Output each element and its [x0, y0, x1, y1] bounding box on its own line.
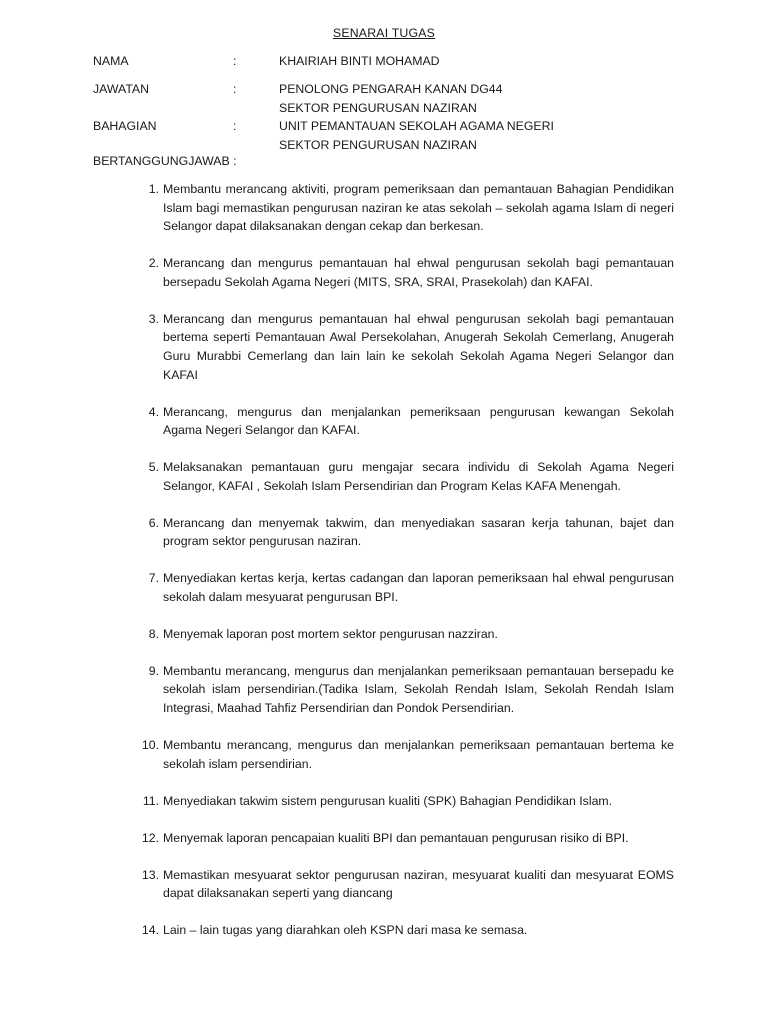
duty-number: 8.: [148, 626, 159, 641]
duty-number: 14.: [141, 923, 159, 938]
responsibility-label: BERTANGGUNGJAWAB :: [93, 154, 237, 168]
duty-number: 2.: [148, 256, 159, 271]
duty-item: [137, 625, 674, 644]
duty-list: [137, 180, 674, 958]
duty-number: 9.: [148, 663, 159, 678]
field-value-line: UNIT PEMANTAUAN SEKOLAH AGAMA NEGERI: [279, 119, 554, 133]
duty-number: 3.: [148, 311, 159, 326]
duty-text: Membantu merancang, mengurus dan menjalankan pemeriksaan pemantauan bersepadu ke sekolah islam persendirian.(Tadika Islam, Sekolah Rendah Islam, Sekolah Rendah Islam Integrasi, Maahad Tahfiz Persendirian dan Pondok Persendirian.: [163, 663, 674, 715]
duty-text: Lain – lain tugas yang diarahkan oleh KSPN dari masa ke semasa.: [163, 923, 528, 938]
document-title: SENARAI TUGAS: [332, 26, 436, 40]
duty-item: [137, 662, 674, 718]
field-value-line: PENOLONG PENGARAH KANAN DG44: [279, 82, 503, 96]
field-value-line: KHAIRIAH BINTI MOHAMAD: [279, 54, 440, 68]
duty-text: Menyediakan kertas kerja, kertas cadangan dan laporan pemeriksaan hal ehwal pengurusan sekolah dalam mesyuarat pengurusan BPI.: [163, 571, 674, 604]
duty-item: [137, 829, 674, 848]
duty-item: [137, 403, 674, 440]
field-value-line: SEKTOR PENGURUSAN NAZIRAN: [279, 100, 477, 115]
duty-text: Merancang dan menyemak takwim, dan menyediakan sasaran kerja tahunan, bajet dan program sektor pengurusan naziran.: [163, 515, 674, 549]
field-value: [279, 52, 440, 71]
field-label: BAHAGIAN: [93, 119, 157, 133]
duty-number: 7.: [148, 571, 159, 586]
duty-text: Merancang dan mengurus pemantauan hal ehwal pengurusan sekolah bagi pemantauan bertema seperti Pemantauan Awal Persekolahan, Anugerah Sekolah Cemerlang, Anugerah Guru Murabbi Cemerlang dan lain lain ke sekolah Sekolah Agama Negeri Selangor dan KAFAI: [163, 311, 674, 382]
duty-item: [137, 514, 674, 551]
field-value-line: SEKTOR PENGURUSAN NAZIRAN: [279, 137, 477, 152]
duty-item: [137, 458, 674, 495]
field-colon: :: [233, 82, 237, 96]
duty-text: Merancang, mengurus dan menjalankan pemeriksaan pengurusan kewangan Sekolah Agama Negeri Selangor dan KAFAI.: [163, 404, 674, 438]
duty-number: 6.: [148, 515, 159, 530]
duty-number: 4.: [148, 404, 159, 419]
duty-item: [137, 310, 674, 384]
duty-text: Membantu merancang, mengurus dan menjalankan pemeriksaan pemantauan bertema ke sekolah islam persendirian.: [163, 737, 674, 771]
duty-number: 11.: [142, 793, 159, 808]
duty-item: [137, 254, 674, 291]
duty-item: [137, 921, 674, 940]
duty-number: 13.: [141, 867, 159, 882]
field-colon: :: [233, 119, 237, 133]
duty-item: [137, 866, 674, 903]
field-colon: :: [233, 54, 237, 68]
duty-number: 10.: [141, 737, 159, 752]
duty-text: Menyemak laporan post mortem sektor pengurusan nazziran.: [163, 626, 498, 641]
duty-number: 1.: [148, 182, 159, 196]
duty-number: 5.: [148, 460, 159, 475]
duty-text: Membantu merancang aktiviti, program pemeriksaan dan pemantauan Bahagian Pendidikan Islam bagi memastikan pengurusan naziran ke atas sekolah – sekolah agama Islam di negeri Selangor dapat dilaksanakan dengan cekap dan berkesan.: [163, 182, 674, 234]
duty-item: [137, 180, 674, 236]
duty-item: [137, 736, 674, 773]
field-value: [279, 80, 502, 117]
field-label: NAMA: [93, 54, 129, 68]
duty-text: Merancang dan mengurus pemantauan hal ehwal pengurusan sekolah bagi pemantauan bersepadu Sekolah Agama Negeri (MITS, SRA, SRAI, Prasekolah) dan KAFAI.: [163, 256, 674, 289]
duty-text: Menyediakan takwim sistem pengurusan kualiti (SPK) Bahagian Pendidikan Islam.: [163, 793, 613, 808]
duty-number: 12.: [141, 830, 159, 845]
duty-text: Menyemak laporan pencapaian kualiti BPI dan pemantauan pengurusan risiko di BPI.: [163, 830, 629, 845]
field-label: JAWATAN: [93, 82, 150, 96]
duty-item: [137, 569, 674, 606]
field-value: [279, 117, 554, 154]
duty-item: [137, 792, 674, 811]
duty-text: Melaksanakan pemantauan guru mengajar secara individu di Sekolah Agama Negeri Selangor, KAFAI , Sekolah Islam Persendirian dan Program Kelas KAFA Menengah.: [163, 460, 674, 493]
duty-text: Memastikan mesyuarat sektor pengurusan naziran, mesyuarat kualiti dan mesyuarat EOMS dapat dilaksanakan seperti yang diancang: [163, 867, 674, 901]
